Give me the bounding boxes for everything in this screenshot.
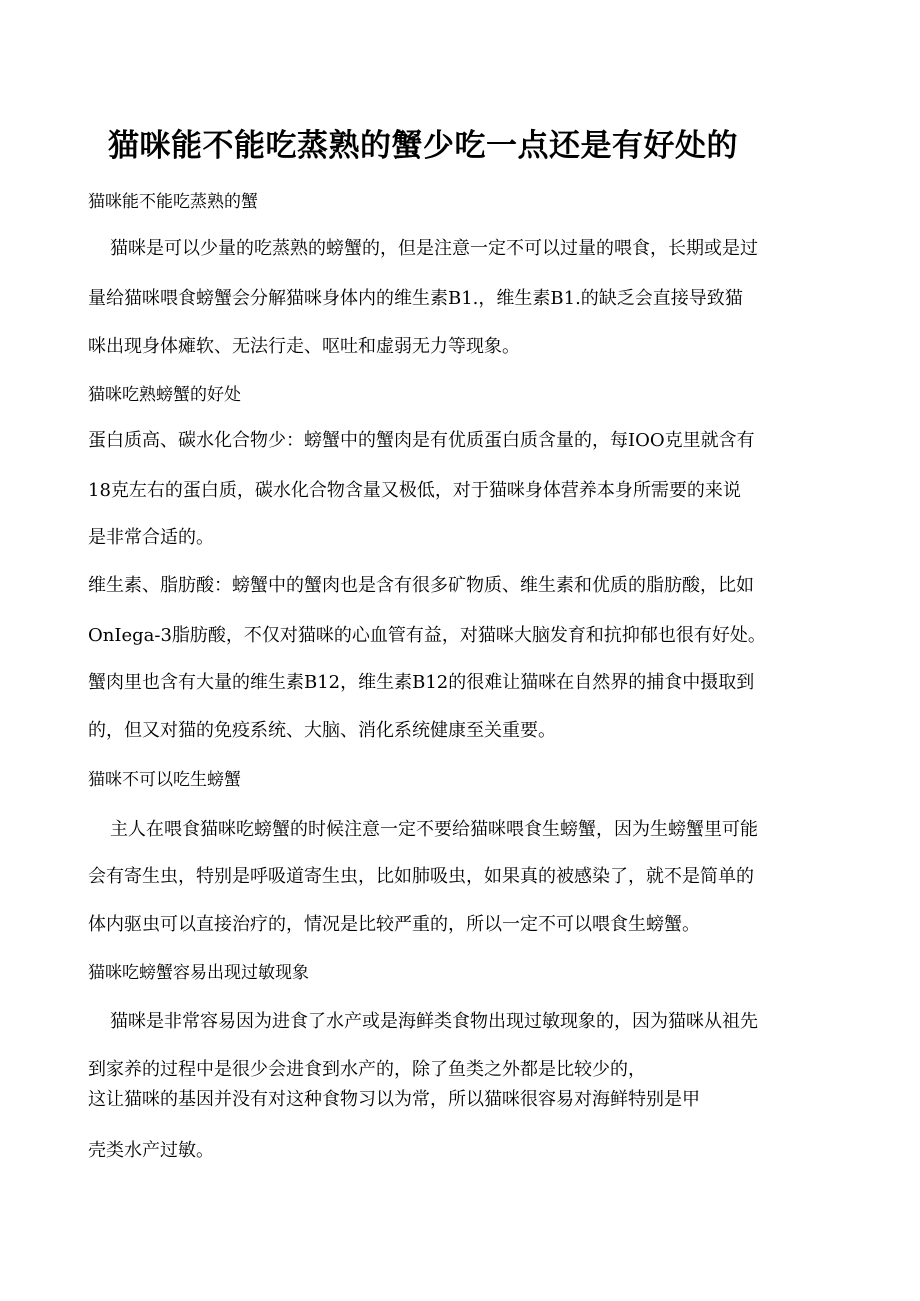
paragraph-line: 量给猫咪喂食螃蟹会分解猫咪身体内的维生素B1.，维生素B1.的缺乏会直接导致猫: [88, 288, 743, 309]
document-title: 猫咪能不能吃蒸熟的蟹少吃一点还是有好处的: [108, 128, 738, 164]
paragraph-line: 蛋白质高、碳水化合物少：螃蟹中的蟹肉是有优质蛋白质含量的，每IOO克里就含有: [88, 430, 755, 451]
paragraph-line: 会有寄生虫，特别是呼吸道寄生虫，比如肺吸虫，如果真的被感染了，就不是简单的: [88, 866, 754, 887]
section-heading: 猫咪吃熟螃蟹的好处: [88, 385, 241, 405]
paragraph-line: 维生素、脂肪酸：螃蟹中的蟹肉也是含有很多矿物质、维生素和优质的脂肪酸，比如: [88, 575, 754, 596]
paragraph-line: 蟹肉里也含有大量的维生素B12，维生素B12的很难让猫咪在自然界的捕食中摄取到: [88, 672, 755, 693]
paragraph-line: 是非常合适的。: [88, 527, 214, 548]
paragraph-line: 咪出现身体瘫软、无法行走、呕吐和虚弱无力等现象。: [88, 336, 520, 357]
paragraph-line: 猫咪是可以少量的吃蒸熟的螃蟹的，但是注意一定不可以过量的喂食，长期或是过: [110, 238, 758, 259]
section-heading: 猫咪能不能吃蒸熟的蟹: [88, 192, 258, 212]
paragraph-line: 壳类水产过敏。: [88, 1140, 214, 1161]
section-heading: 猫咪吃螃蟹容易出现过敏现象: [88, 963, 309, 983]
paragraph-line: 的，但又对猫的免疫系统、大脑、消化系统健康至关重要。: [88, 720, 556, 741]
paragraph-line: 这让猫咪的基因并没有对这种食物习以为常，所以猫咪很容易对海鲜特别是甲: [88, 1089, 700, 1110]
paragraph-line: OnIega-3脂肪酸，不仅对猫咪的心血管有益，对猫咪大脑发育和抗抑郁也很有好处。: [88, 625, 766, 646]
paragraph-line: 主人在喂食猫咪吃螃蟹的时候注意一定不要给猫咪喂食生螃蟹，因为生螃蟹里可能: [110, 819, 758, 840]
section-heading: 猫咪不可以吃生螃蟹: [88, 770, 241, 790]
paragraph-line: 到家养的过程中是很少会进食到水产的，除了鱼类之外都是比较少的，: [88, 1059, 646, 1080]
paragraph-line: 猫咪是非常容易因为进食了水产或是海鲜类食物出现过敏现象的，因为猫咪从祖先: [110, 1011, 758, 1032]
paragraph-line: 体内驱虫可以直接治疗的，情况是比较严重的，所以一定不可以喂食生螃蟹。: [88, 914, 700, 935]
paragraph-line: 18克左右的蛋白质，碳水化合物含量又极低，对于猫咪身体营养本身所需要的来说: [88, 480, 741, 501]
